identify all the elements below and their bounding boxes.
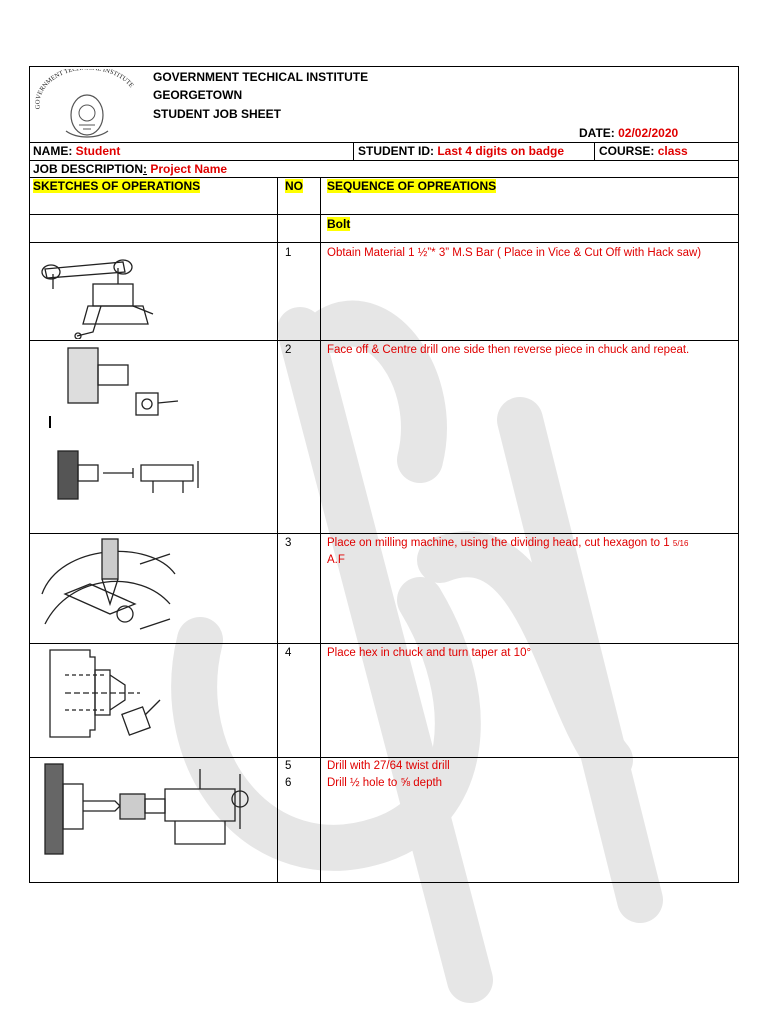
institute-logo	[32, 69, 142, 147]
institute-city: GEORGETOWN	[153, 88, 243, 102]
course-field: COURSE: class	[599, 144, 688, 158]
step-number: 6	[285, 777, 292, 789]
sketch-taper-turning	[45, 645, 175, 750]
step-number: 2	[285, 344, 292, 356]
step-number: 3	[285, 537, 292, 549]
name-field: NAME: Student	[33, 144, 121, 158]
sketch-face-centre-drill	[33, 343, 213, 503]
column-header-no: NO	[285, 179, 303, 193]
document-type: STUDENT JOB SHEET	[153, 107, 282, 121]
institute-title: GOVERNMENT TECHICAL INSTITUTE	[153, 70, 369, 84]
step-text: Drill with 27/64 twist drill	[327, 760, 450, 772]
sketch-milling-hexagon	[40, 534, 180, 642]
student-id-field: STUDENT ID: Last 4 digits on badge	[358, 144, 565, 158]
sketch-hacksaw-vice	[33, 244, 161, 339]
step-text: Obtain Material 1 ½”* 3” M.S Bar ( Place in Vice & Cut Off with Hack saw)	[327, 247, 702, 259]
column-header-sketches: SKETCHES OF OPERATIONS	[33, 179, 201, 193]
step-number: 1	[285, 247, 292, 259]
step-text: Face off & Centre drill one side then reverse piece in chuck and repeat.	[327, 344, 690, 356]
step-text: Place hex in chuck and turn taper at 10°	[327, 647, 532, 659]
date-field: DATE: 02/02/2020	[579, 126, 679, 140]
step-number: 5	[285, 760, 292, 772]
job-sheet	[29, 66, 739, 883]
part-name: Bolt	[327, 217, 351, 231]
step-number: 4	[285, 647, 292, 659]
svg-text:GOVERNMENT TECHNICAL INSTITUTE: GOVERNMENT TEC L INSTITUTE	[34, 69, 135, 110]
step-text: Place on milling machine, using the dividing head, cut hexagon to 1 5/16 A.F	[327, 537, 689, 566]
column-header-sequence: SEQUENCE OF OPREATIONS	[327, 179, 497, 193]
step-text: Drill ½ hole to ⅝ depth	[327, 777, 443, 789]
job-description-field: JOB DESCRIPTION: Project Name	[33, 162, 228, 176]
sketch-tailstock-drill	[40, 759, 260, 867]
